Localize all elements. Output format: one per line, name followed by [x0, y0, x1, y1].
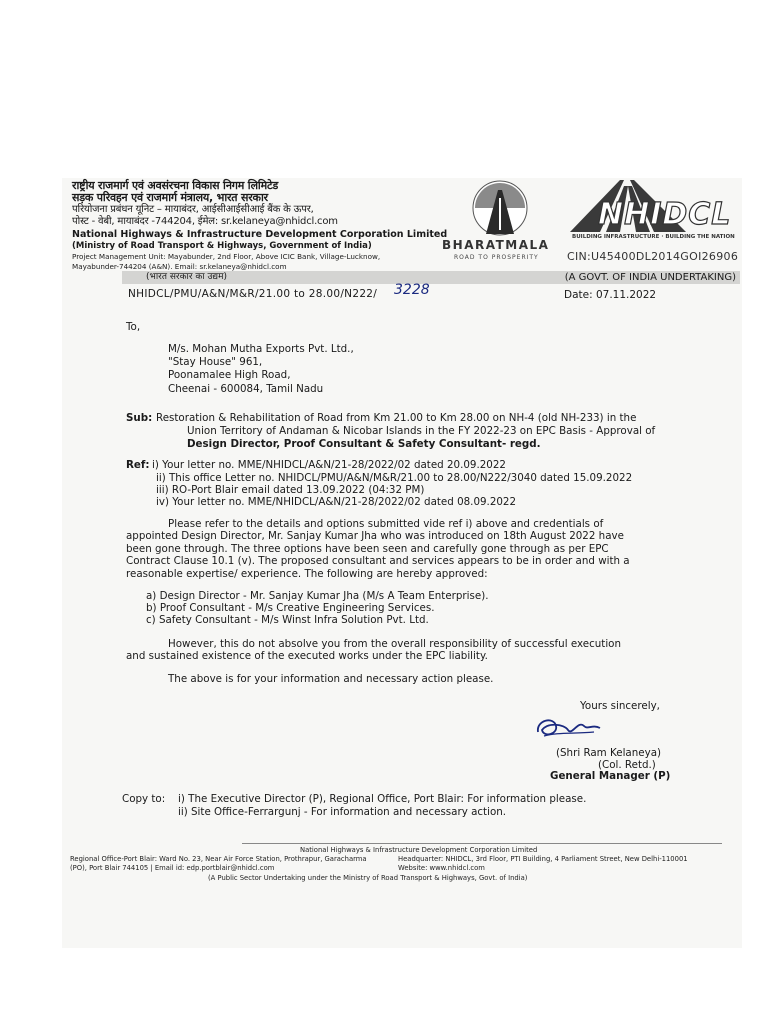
signatory-rank: (Col. Retd.) — [598, 759, 656, 771]
bharatmala-logo-icon — [462, 178, 538, 238]
body-para-2-line-2: and sustained existence of the executed works under the EPC liability. — [126, 650, 488, 662]
cin-number: CIN:U45400DL2014GOI26906 — [567, 250, 739, 263]
pmu-address-1: Project Management Unit: Mayabunder, 2nd Floor, Above ICIC Bank, Village-Lucknow, — [72, 252, 381, 261]
address-line-4: Cheenai - 600084, Tamil Nadu — [168, 383, 324, 395]
subject-label: Sub: — [126, 412, 153, 424]
footer-email: (PO), Port Blair 744105 | Email id: edp.portblair@nhidcl.com — [70, 864, 275, 872]
signatory-title: General Manager (P) — [550, 770, 671, 782]
footer-psu-note: (A Public Sector Undertaking under the Ministry of Road Transport & Highways, Govt. of India) — [208, 874, 528, 882]
subject-line-2: Union Territory of Andaman & Nicobar Islands in the FY 2022-23 on EPC Basis - Approval of — [187, 425, 656, 437]
address-line-2: "Stay House" 961, — [168, 356, 263, 368]
letter-page — [62, 178, 742, 948]
body-para-1-line-2: appointed Design Director, Mr. Sanjay Kumar Jha who was introduced on 18th August 2022 have — [126, 530, 624, 542]
closing-line: Yours sincerely, — [580, 700, 660, 712]
copy-to-item-2: ii) Site Office-Ferrargunj - For information and necessary action. — [178, 806, 507, 818]
ministry-line: (Ministry of Road Transport & Highways, Government of India) — [72, 241, 372, 251]
address-line-3: Poonamalee High Road, — [168, 369, 291, 381]
hindi-address: पोस्ट - वेबी, मायाबंदर -744204, ईमेल: sr.kelaneya@nhidcl.com — [72, 216, 338, 227]
body-para-1-line-1: Please refer to the details and options submitted vide ref i) above and credentials of — [168, 518, 604, 530]
footer-org-name: National Highways & Infrastructure Development Corporation Limited — [300, 846, 538, 854]
letterhead-left — [72, 179, 448, 272]
ref-item-3: iii) RO-Port Blair email dated 13.09.2022 (04:32 PM) — [156, 484, 425, 496]
ref-label: Ref: — [126, 459, 150, 471]
approved-item-c: c) Safety Consultant - M/s Winst Infra Solution Pvt. Ltd. — [146, 614, 429, 626]
to-label: To, — [126, 321, 141, 333]
footer-headquarter: Headquarter: NHIDCL, 3rd Floor, PTI Building, 4 Parliament Street, New Delhi-110001 — [398, 855, 688, 863]
svg-text:NHIDCL: NHIDCL — [598, 197, 732, 232]
ref-item-4: iv) Your letter no. MME/NHIDCL/A&N/21-28/2022/02 dated 08.09.2022 — [156, 496, 517, 508]
org-name: National Highways & Infrastructure Development Corporation Limited — [72, 229, 448, 240]
header-band — [122, 271, 740, 284]
body-para-1-line-3: been gone through. The three options have been seen and carefully gone through as per EPC — [126, 543, 609, 555]
ref-item-2: ii) This office Letter no. NHIDCL/PMU/A&N/M&R/21.00 to 28.00/N222/3040 dated 15.09.2022 — [156, 472, 633, 484]
body-para-2-line-1: However, this do not absolve you from the overall responsibility of successful execution — [168, 638, 622, 650]
ref-item-1: i) Your letter no. MME/NHIDCL/A&N/21-28/2022/02 dated 20.09.2022 — [152, 459, 506, 471]
subject-line-1: Restoration & Rehabilitation of Road from Km 21.00 to Km 28.00 on NH-4 (old NH-233) in the — [156, 412, 637, 424]
signature-icon — [534, 712, 604, 742]
nhidcl-logo-icon — [550, 178, 742, 236]
subject-line-3: Design Director, Proof Consultant & Safety Consultant- regd. — [187, 438, 541, 450]
address-line-1: M/s. Mohan Mutha Exports Pvt. Ltd., — [168, 343, 354, 355]
nhidcl-tagline: BUILDING INFRASTRUCTURE · BUILDING THE NATION — [572, 234, 735, 240]
letter-date: Date: 07.11.2022 — [564, 289, 657, 301]
approved-item-a: a) Design Director - Mr. Sanjay Kumar Jha (M/s A Team Enterprise). — [146, 590, 489, 602]
hindi-pmu: परियोजना प्रबंधन यूनिट – मायाबंदर, आईसीआईसीआई बैंक के ऊपर, — [72, 204, 314, 215]
bharatmala-tagline: ROAD TO PROSPERITY — [454, 254, 539, 261]
body-para-1-line-5: reasonable expertise/ experience. The following are hereby approved: — [126, 568, 488, 580]
bharatmala-wordmark: BHARATMALA — [442, 238, 550, 252]
signatory-name: (Shri Ram Kelaneya) — [556, 747, 662, 759]
footer-regional-office: Regional Office-Port Blair: Ward No. 23, Near Air Force Station, Prothrapur, Garacharma — [70, 855, 367, 863]
copy-to-item-1: i) The Executive Director (P), Regional Office, Port Blair: For information please. — [178, 793, 587, 805]
band-hindi: (भारत सरकार का उद्यम) — [146, 272, 227, 282]
pmu-address-2: Mayabunder-744204 (A&N). Email: sr.kelaneya@nhidcl.com — [72, 262, 287, 271]
body-para-1-line-4: Contract Clause 10.1 (v). The proposed consultant and services appears to be in order and with a — [126, 555, 630, 567]
footer-website: Website: www.nhidcl.com — [398, 864, 485, 872]
letter-ref-number: NHIDCL/PMU/A&N/M&R/21.00 to 28.00/N222/ — [128, 288, 378, 300]
hindi-ministry: सड़क परिवहन एवं राजमार्ग मंत्रालय, भारत सरकार — [72, 191, 268, 204]
band-govt-undertaking: (A GOVT. OF INDIA UNDERTAKING) — [564, 272, 736, 283]
footer-divider — [242, 843, 722, 844]
copy-to-label: Copy to: — [122, 793, 166, 805]
approved-item-b: b) Proof Consultant - M/s Creative Engineering Services. — [146, 602, 435, 614]
hindi-org-name: राष्ट्रीय राजमार्ग एवं अवसंरचना विकास निगम लिमिटेड — [72, 179, 279, 192]
body-para-3: The above is for your information and necessary action please. — [168, 673, 494, 685]
handwritten-ref-number: 3228 — [394, 282, 430, 298]
